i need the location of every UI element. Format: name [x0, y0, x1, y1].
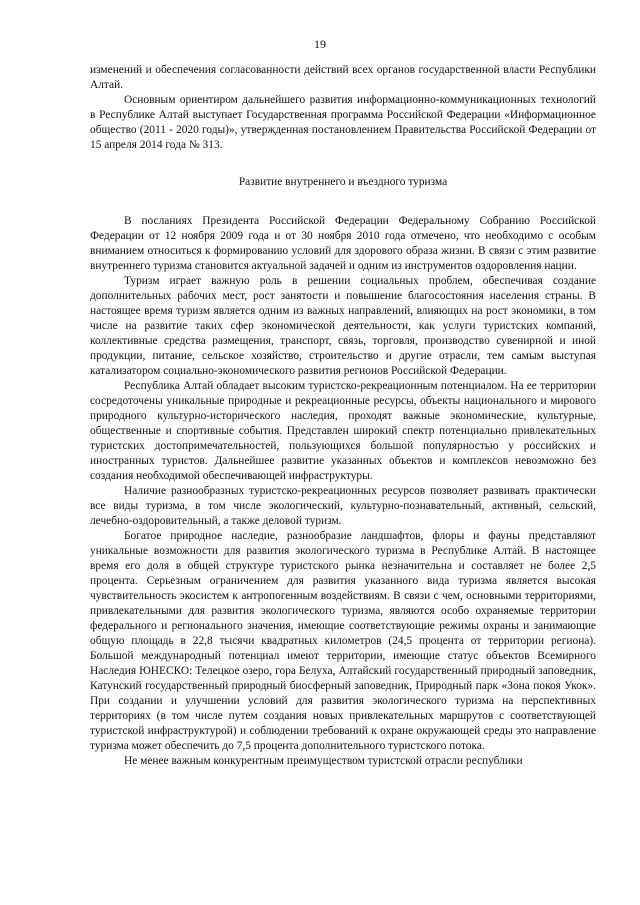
paragraph-tourism-role: Туризм играет важную роль в решении социальных проблем, обеспечивая создание дополнительных рабочих мест, рост занятости и повышение благосостояния населения страны. В настоящее время туризм является одним из важных направлений, влияющих на рост экономики, в том числе на развитие таких сфер экономической деятельности, как услуги туристских компаний, коллективные средства размещения, транспорт, связь, торговля, производство сувенирной и иной продукции, питание, сельское хозяйство, строительство и другие отрасли, тем самым выступая катализатором социально-экономического развития регионов Российской Федерации.	[90, 275, 596, 377]
paragraph-ict-program: Основным ориентиром дальнейшего развития информационно-коммуникационных технологий в Республике Алтай выступает Государственная программа Российской Федерации «Информационное общество (2011 - 2020 годы)», утвержденная постановлением Правительства Российской Федерации от 15 апреля 2014 года № 313.	[90, 94, 596, 151]
paragraph-continuation: изменений и обеспечения согласованности действий всех органов государственной власти Республики Алтай.	[90, 64, 596, 91]
document-body	[90, 63, 596, 769]
paragraph-president-address: В посланиях Президента Российской Федерации Федеральному Собранию Российской Федерации от 12 ноября 2009 года и от 30 ноября 2010 года отмечено, что необходимо с особым вниманием относиться к формированию условий для здорового образа жизни. В связи с этим развитие внутреннего туризма становится актуальной задачей и одним из инструментов оздоровления нации.	[90, 215, 596, 272]
paragraph-eco-tourism: Богатое природное наследие, разнообразие ландшафтов, флоры и фауны представляют уникальные возможности для развития экологического туризма в Республике Алтай. В настоящее время его доля в общей структуре туристского рынка незначительна и составляет не более 2,5 процента. Серьезным ограничением для развития указанного вида туризма является высокая чувствительность экосистем к антропогенным воздействиям. В связи с чем, основными территориями, привлекательными для развития экологического туризма, являются особо охраняемые территории федерального и регионального значения, имеющие соответствующие режимы охраны и занимающие общую площадь в 22,8 тысячи квадратных километров (24,5 процента от территории региона). Большой международный потенциал имеют территории, имеющие статус объектов Всемирного Наследия ЮНЕСКО: Телецкое озеро, гора Белуха, Алтайский государственный природный заповедник, Катунский государственный природный биосферный заповедник, Природный парк «Зона покоя Укок». При создании и улучшении условий для развития экологического туризма на перспективных территориях (в том числе путем создания новых привлекательных маршрутов с соответствующей туристской инфраструктурой) и соблюдении требований к охране окружающей среды это направление туризма может обеспечить до 7,5 процента дополнительного туристского потока.	[90, 530, 596, 752]
paragraph-altai-potential: Республика Алтай обладает высоким туристско-рекреационным потенциалом. На ее территории сосредоточены уникальные природные и рекреационные ресурсы, объекты национального и мирового природного культурно-исторического наследия, проходят важные экономические, культурные, общественные и спортивные события. Представлен широкий спектр потенциально привлекательных туристских достопримечательностей, пользующихся большой популярностью у российских и иностранных туристов. Дальнейшее развитие указанных объектов и комплексов невозможно без создания необходимой обеспечивающей инфраструктуры.	[90, 380, 596, 482]
section-heading: Развитие внутреннего и въездного туризма	[238, 176, 448, 188]
paragraph-competitive-advantage: Не менее важным конкурентным преимуществом туристской отрасли республики	[124, 755, 523, 767]
paragraph-tourism-types: Наличие разнообразных туристско-рекреационных ресурсов позволяет развивать практически все виды туризма, в том числе экологический, культурно-познавательный, активный, сельский, лечебно-оздоровительный, а также деловой туризм.	[90, 485, 596, 527]
page-number: 19	[314, 37, 326, 51]
